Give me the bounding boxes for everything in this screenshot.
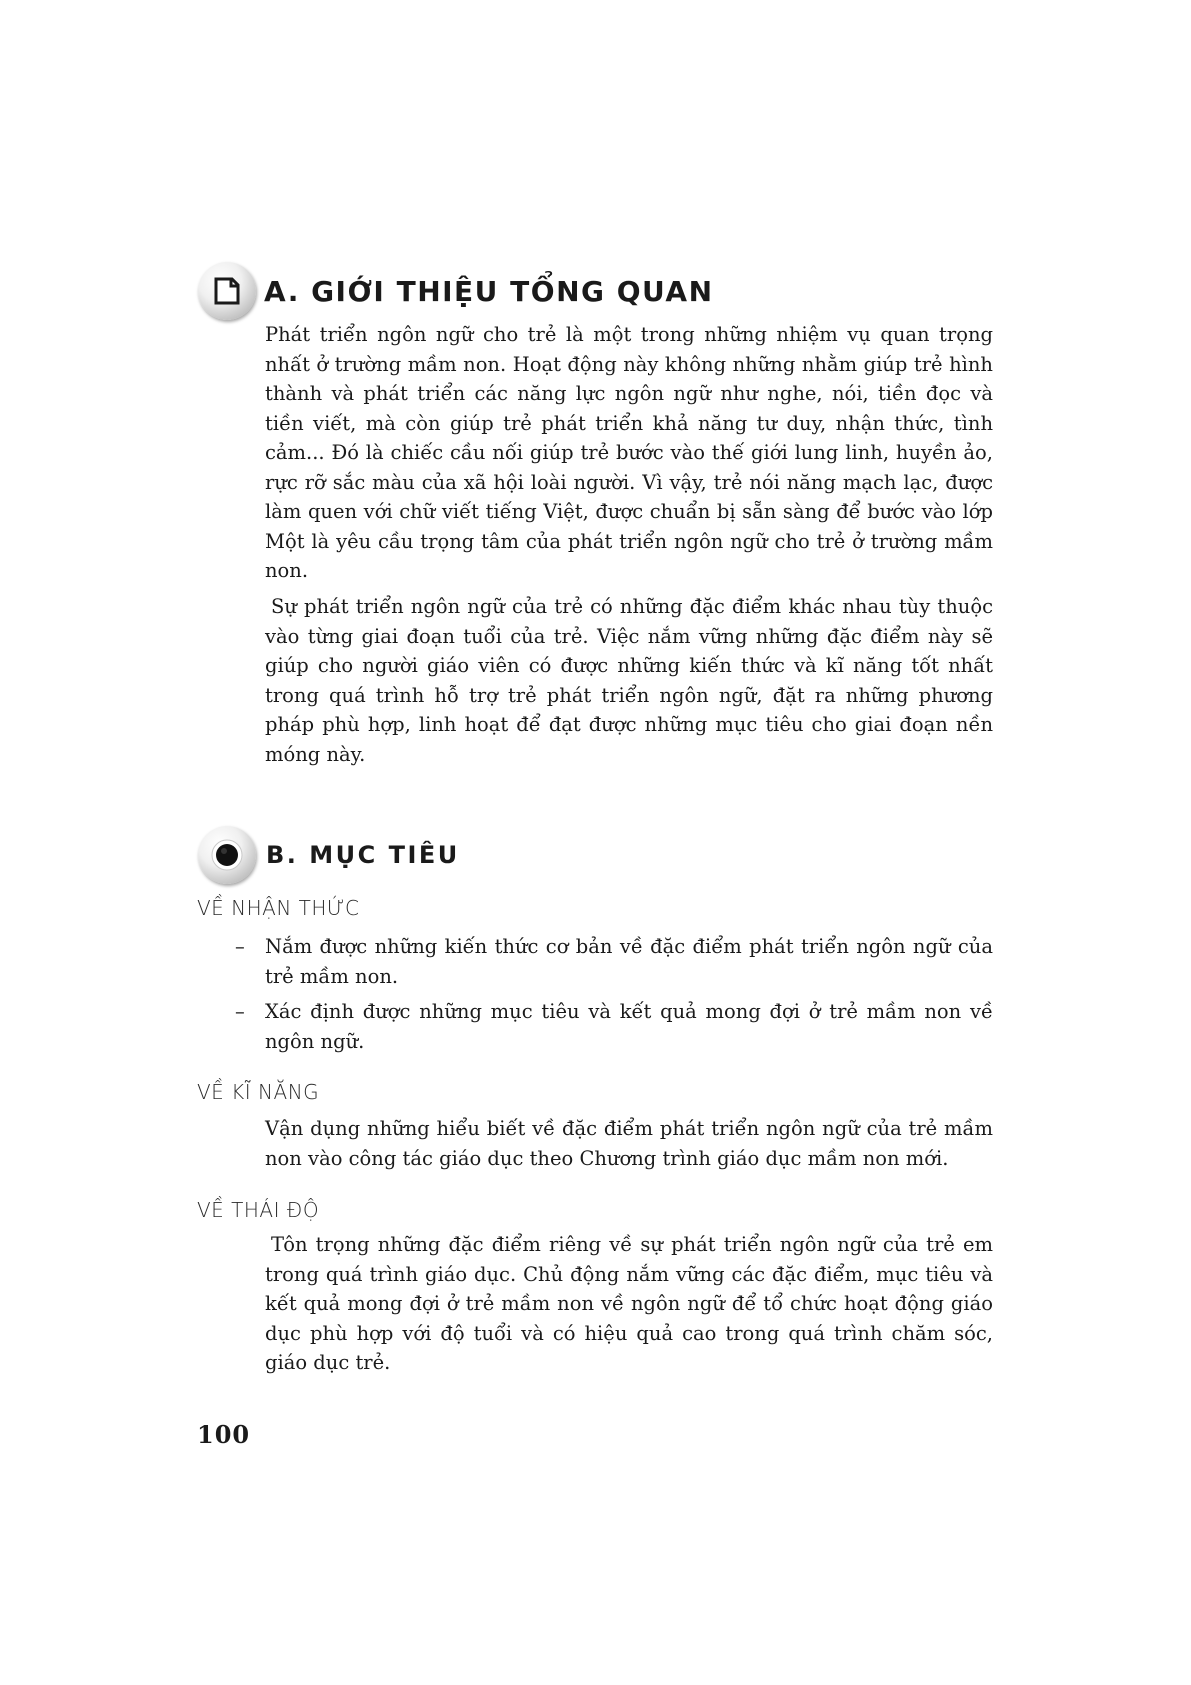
- section-a-heading: [198, 262, 714, 320]
- document-icon: [198, 262, 256, 320]
- bullet-dash: –: [235, 1000, 245, 1023]
- section-a-title: A. GIỚI THIỆU TỔNG QUAN: [264, 274, 714, 308]
- intro-paragraph-1: Phát triển ngôn ngữ cho trẻ là một trong những nhiệm vụ quan trọng nhất ở trường mầm non. Hoạt động này không những nhằm giúp trẻ hình thành và phát triển các năng lực ngôn ngữ như nghe, nói, tiền đọc và tiền viết, mà còn giúp trẻ phát triển khả năng tư duy, nhận thức, tình cảm... Đó là chiếc cầu nối giúp trẻ bước vào thế giới lung linh, huyền ảo, rực rỡ sắc màu của xã hội loài người. Vì vậy, trẻ nói năng mạch lạc, được làm quen với chữ viết tiếng Việt, được chuẩn bị sẵn sàng để bước vào lớp Một là yêu cầu trọng tâm của phát triển ngôn ngữ cho trẻ ở trường mầm non.: [265, 323, 993, 582]
- attitude-paragraph: Tôn trọng những đặc điểm riêng về sự phát triển ngôn ngữ của trẻ em trong quá trình giáo dục. Chủ động nắm vững các đặc điểm, mục tiêu và kết quả mong đợi ở trẻ mầm non về ngôn ngữ để tổ chức hoạt động giáo dục phù hợp với độ tuổi và có hiệu quả cao trong quá trình chăm sóc, giáo dục trẻ.: [265, 1233, 993, 1374]
- target-icon: [198, 826, 256, 884]
- page-number: 100: [197, 1420, 251, 1449]
- skills-heading: VỀ KĨ NĂNG: [197, 1080, 320, 1104]
- attitude-heading: VỀ THÁI ĐỘ: [197, 1198, 320, 1222]
- section-b-title: B. MỤC TIÊU: [266, 841, 460, 869]
- bullet-dash: –: [235, 935, 245, 958]
- skills-paragraph: Vận dụng những hiểu biết về đặc điểm phát triển ngôn ngữ của trẻ mầm non vào công tác giáo dục theo Chương trình giáo dục mầm non mới.: [265, 1117, 993, 1170]
- knowledge-heading: VỀ NHẬN THỨC: [197, 896, 360, 920]
- section-b-heading: [198, 826, 460, 884]
- intro-paragraph-2: Sự phát triển ngôn ngữ của trẻ có những đặc điểm khác nhau tùy thuộc vào từng giai đoạn tuổi của trẻ. Việc nắm vững những đặc điểm này sẽ giúp cho người giáo viên có được những kiến thức và kĩ năng tốt nhất trong quá trình hỗ trợ trẻ phát triển ngôn ngữ, đặt ra những phương pháp phù hợp, linh hoạt để đạt được những mục tiêu cho giai đoạn nền móng này.: [265, 595, 993, 766]
- list-item: – Nắm được những kiến thức cơ bản về đặc điểm phát triển ngôn ngữ của trẻ mầm non.: [265, 932, 993, 991]
- list-item: – Xác định được những mục tiêu và kết quả mong đợi ở trẻ mầm non về ngôn ngữ.: [265, 997, 993, 1056]
